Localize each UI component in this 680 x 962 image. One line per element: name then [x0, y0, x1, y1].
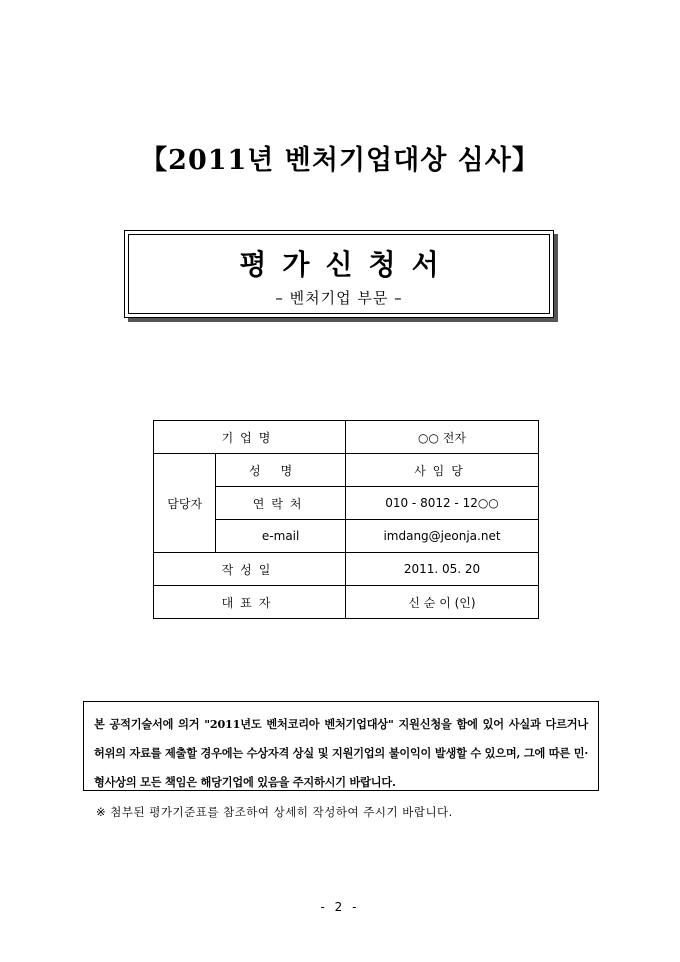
page-number: - 2 - [320, 900, 360, 914]
notice-box: 본 공적기술서에 의거 "2011년도 벤처코리아 벤처기업대상" 지원신청을 함에 있어 사실과 다르거나 허위의 자료를 제출할 경우에는 수상자격 상실 및 지원기업의 불이익이 발생할 수 있으며, 그에 따른 민·형사상의 모든 책임은 해당기업에 있음을 주지하시기 바랍니다. [83, 701, 599, 791]
email-label: e-mail [216, 520, 346, 553]
date-label: 작성일 [154, 553, 346, 586]
email-value: imdang@jeonja.net [345, 520, 538, 553]
ceo-label: 대표자 [154, 586, 346, 619]
name-label: 성명 [216, 454, 346, 487]
table-row [154, 586, 539, 619]
table-row [154, 454, 539, 487]
company-info-table [153, 420, 539, 619]
form-subtitle: – 벤처기업 부문 – [275, 289, 403, 307]
ceo-value: 신 순 이 (인) [345, 586, 538, 619]
contact-group-label: 담당자 [154, 454, 216, 553]
note-text: ※ 첨부된 평가기준표를 참조하여 상세히 작성하여 주시기 바랍니다. [96, 805, 453, 819]
application-title-box [124, 230, 554, 318]
company-label: 기업명 [154, 421, 346, 454]
company-value: ○○ 전자 [345, 421, 538, 454]
date-value: 2011. 05. 20 [345, 553, 538, 586]
table-row [154, 421, 539, 454]
table-row [154, 553, 539, 586]
phone-value: 010 - 8012 - 12○○ [345, 487, 538, 520]
form-title: 평가신청서 [239, 248, 455, 281]
phone-label: 연락처 [216, 487, 346, 520]
event-title: 【2011년 벤처기업대상 심사】 [140, 145, 540, 176]
name-value: 사임당 [345, 454, 538, 487]
